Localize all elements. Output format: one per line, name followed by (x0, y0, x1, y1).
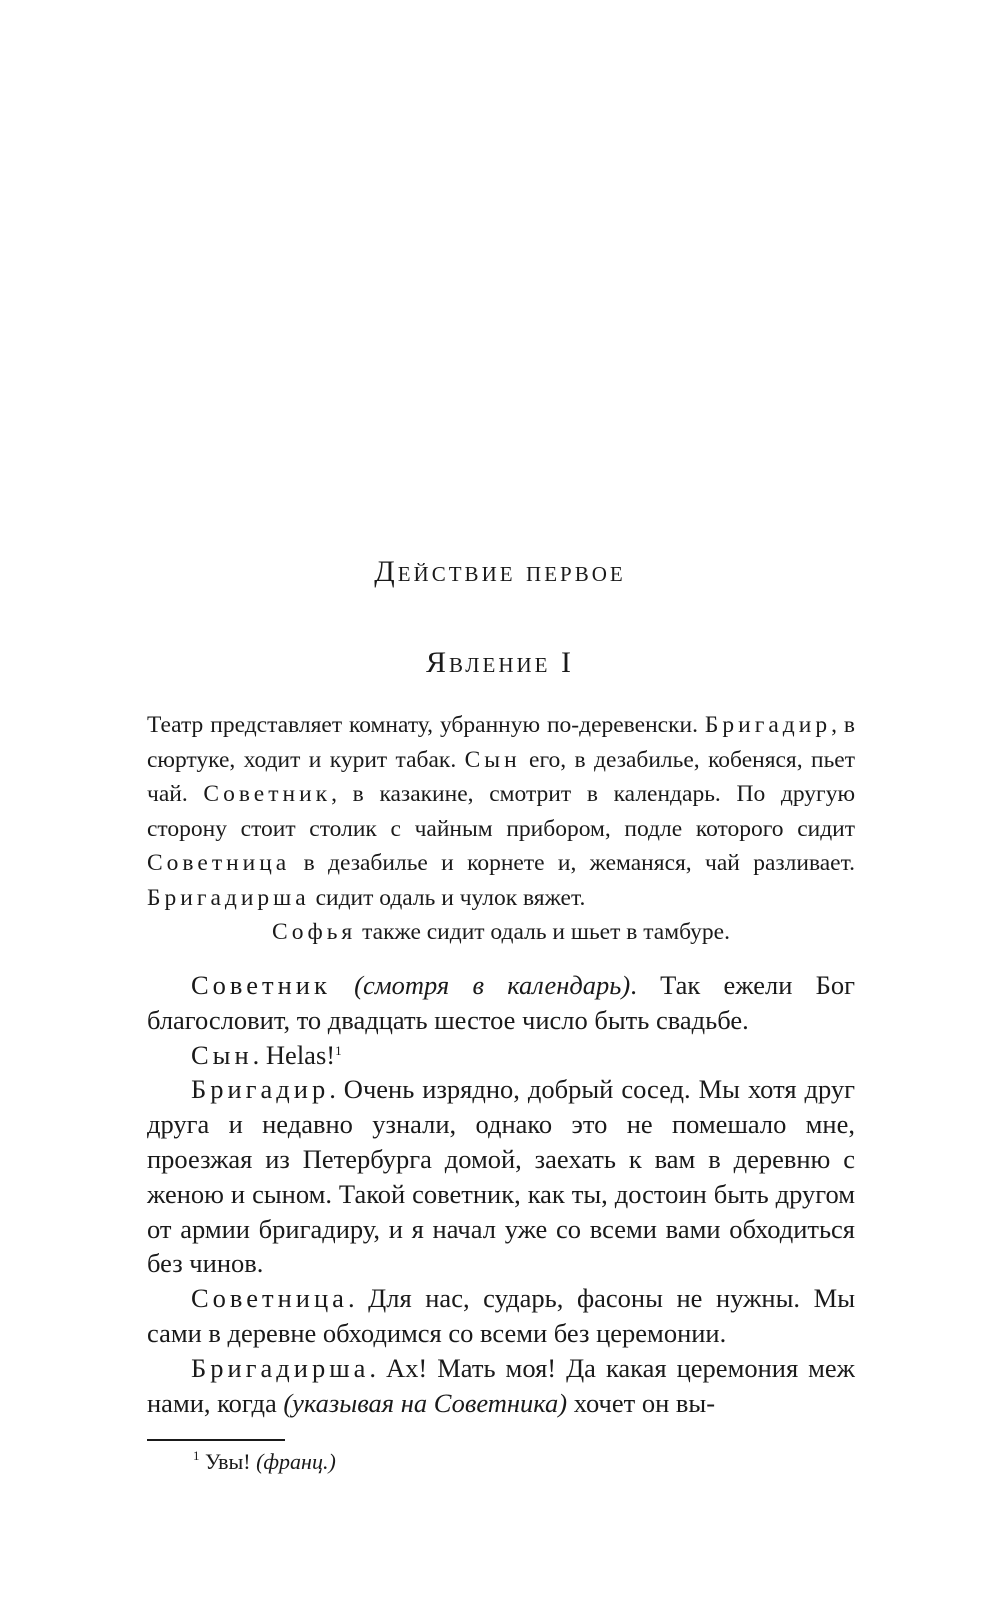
footnote-number: 1 (193, 1448, 200, 1463)
line-text: . Очень изрядно, добрый сосед. Мы хотя друг друга и недавно узнали, однако это не помешало мне, проезжая из Петербурга домой, заехать к вам в деревню с женою и сыном. Такой советник, как ты, достоин быть другом от армии бригадиру, и я начал уже со всеми вами обходиться без чинов. (147, 1074, 855, 1279)
character-name: Сын (464, 746, 521, 773)
dialogue-line (147, 1072, 855, 1281)
stage-text: сидит одаль и чулок вяжет. (309, 884, 586, 911)
dialogue-line (147, 1351, 855, 1421)
scene-title: Явление I (426, 646, 574, 679)
line-text: . Helas! (252, 1039, 336, 1070)
speaker-name: Бригадир (191, 1074, 330, 1105)
speaker-name: Бригадирша (191, 1352, 370, 1383)
line-text: хочет он вы- (567, 1387, 716, 1418)
stage-remark: (указывая на Советника) (283, 1387, 568, 1418)
character-name: Бригадир (704, 712, 832, 738)
speaker-name: Советница (191, 1283, 348, 1314)
dialogue-line (147, 1281, 855, 1351)
speaker-name: Сын (191, 1039, 253, 1070)
stage-text: его, в дезабилье, кобеняся, пьет чай. (147, 746, 855, 807)
dialogue-line (147, 968, 855, 1038)
stage-remark: (смотря в календарь) (354, 970, 631, 1000)
character-name: Советник (203, 781, 332, 807)
footnote-text: Увы! (199, 1449, 257, 1474)
stage-direction (147, 708, 855, 915)
footnote-mark[interactable]: 1 (335, 1042, 342, 1058)
stage-direction-last (147, 915, 855, 950)
character-name: Софья (272, 919, 357, 945)
speaker-name: Советник (191, 970, 331, 1000)
footnote-note: (франц.) (256, 1449, 336, 1474)
act-title: Действие первое (374, 555, 626, 588)
stage-text: , в казакине, смотрит в календарь. По другую сторону стоит столик с чайным прибором, подле которого сидит (147, 781, 855, 842)
dialogue-line (147, 1038, 855, 1073)
character-name: Советница (147, 850, 291, 876)
line-text: . Ах! Мать моя! Да какая церемония меж нами, когда (147, 1352, 855, 1418)
stage-intro: Театр представляет комнату, убранную по-деревенски. (147, 712, 705, 738)
line-text: . Для нас, сударь, фасоны не нужны. Мы сами в деревне обходимся со всеми без церемонии. (147, 1283, 855, 1348)
stage-text: , в сюртуке, ходит и курит табак. (147, 712, 855, 773)
stage-text: в дезабилье и корнете и, жеманяся, чай разливает. (290, 850, 855, 876)
footnote (193, 1447, 336, 1477)
footnote-divider (147, 1439, 285, 1441)
dialogue (147, 968, 855, 1420)
line-text: . Так ежели Бог благословит, то двадцать шестое число быть свадьбе. (147, 970, 855, 1035)
character-name: Бригадирша (147, 884, 310, 911)
stage-text: также сидит одаль и шьет в тамбуре. (356, 919, 730, 945)
